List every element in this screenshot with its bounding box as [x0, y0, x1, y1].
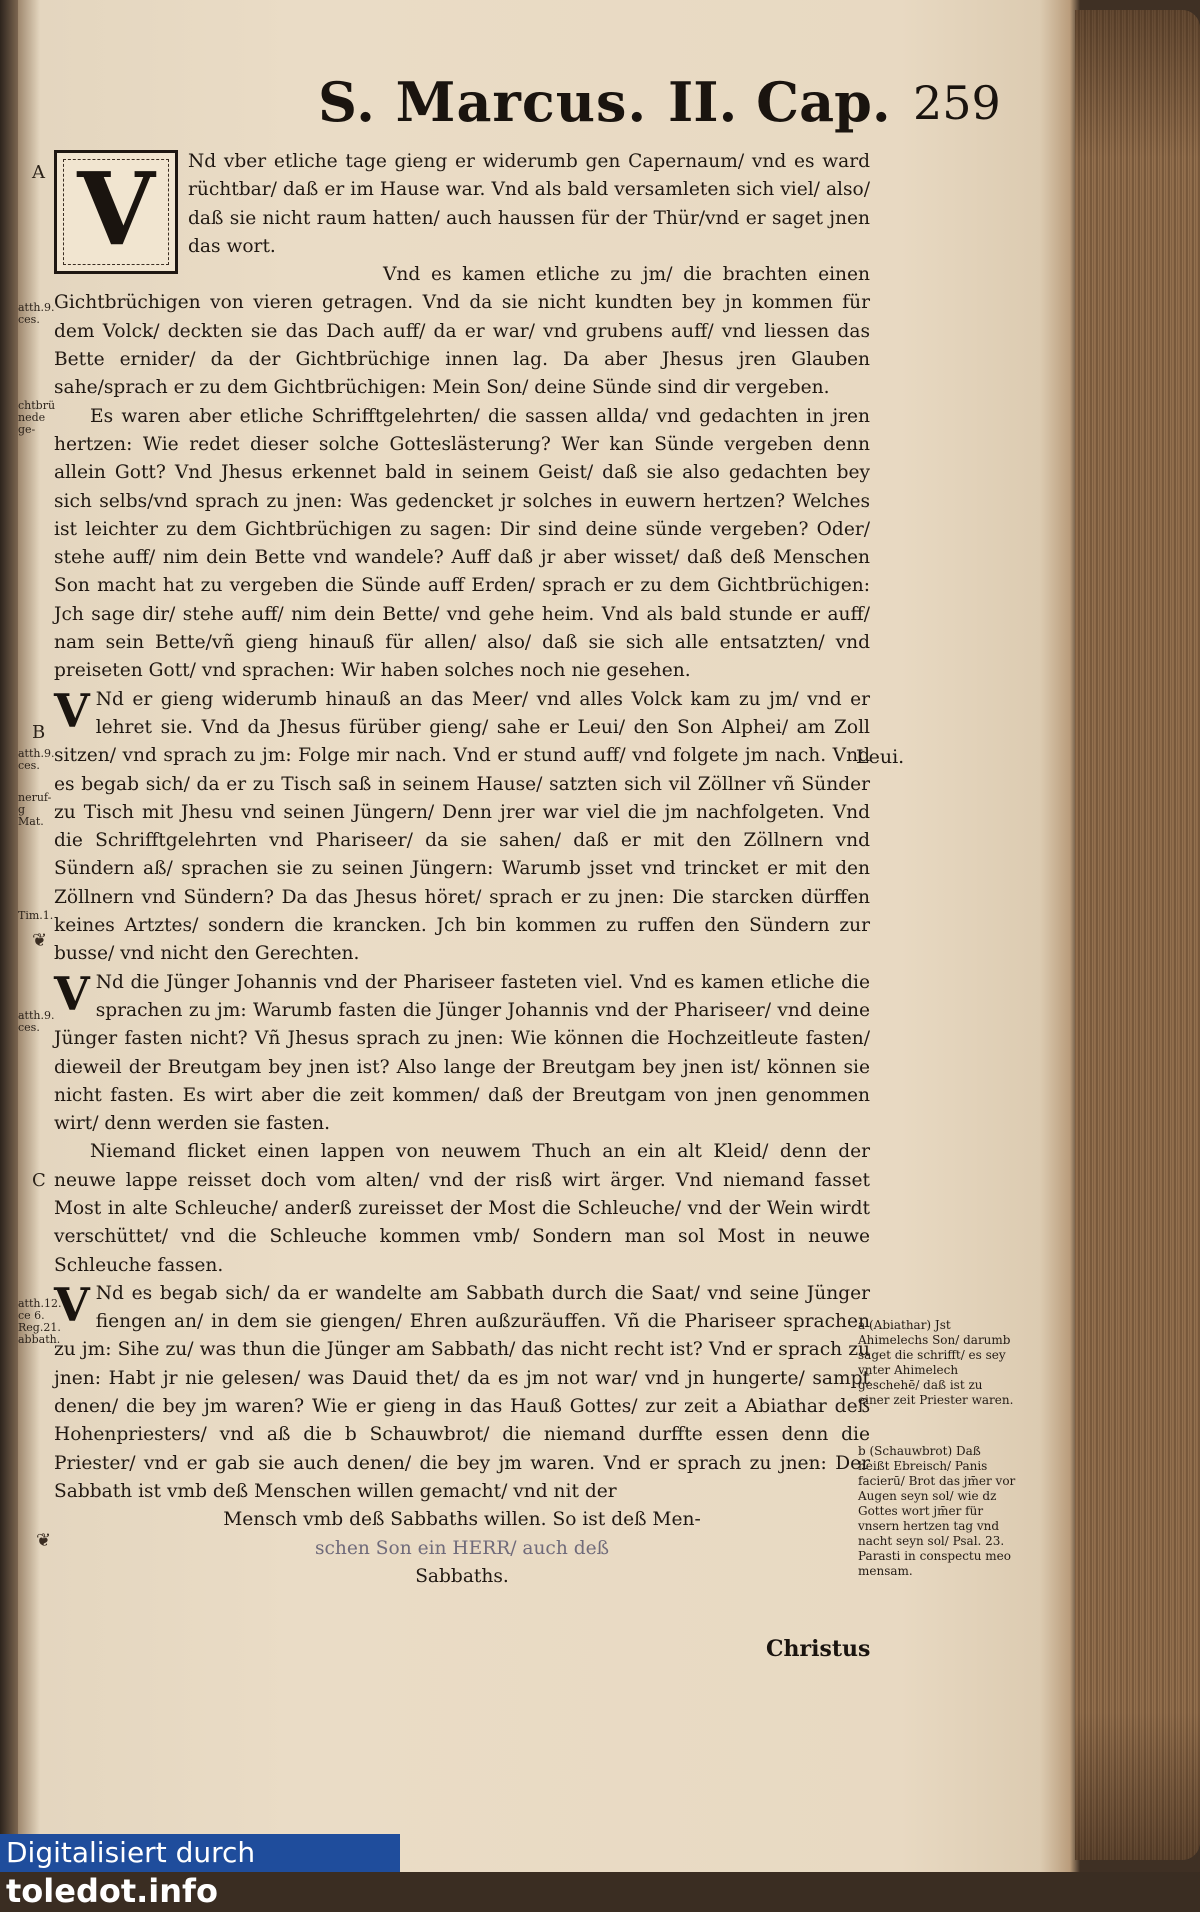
binding-left-edge [0, 0, 18, 1872]
margin-note-abiathar: a (Abiathar) Jst Ahimelechs Son/ darumb saget die schrifft/ es sey vnter Ahimelech geschehē/ daß ist zu einer zeit Priester waren. [858, 1318, 1014, 1407]
paragraph-text: Nd die Jünger Johannis vnd der Phariseer fasteten viel. Vnd es kamen etliche die sprachen zu jm: Warumb fasten die Jünger Johannis vnd der Phariseer/ vnd deine Jünger fasten nicht? Vñ Jhesus sprach zu jnen: Wie können die Hochzeitleute fasten/ dieweil der Breutgam bey jnen ist? Also lange der Breutgam bey jnen ist/ können sie nicht fasten. Es wirt aber die zeit kommen/ daß der Breutgam von jnen genommen wirt/ denn werden sie fasten. [54, 971, 870, 1135]
paragraph-text: Es waren aber etliche Schrifftgelehrten/ die sassen allda/ vnd gedachten in jren hertzen: Wie redet dieser solche Gotteslästerung? Wer kan Sünde vergeben denn allein Gott? Vnd Jhesus erkennet bald in seinem Geist/ daß sie also gedachten bey sich selbs/vnd sprach zu jnen: Was gedencket jr solches in euwern hertzen? Welches ist leichter zu dem Gichtbrüchigen zu sagen: Dir sind deine sünde vergeben? Oder/ stehe auff/ nim dein Bette vnd wandele? Auff daß jr aber wisset/ daß deß Menschen Son macht hat zu vergeben die Sünde auff Erden/ sprach er zu dem Gichtbrüchigen: Jch sage dir/ stehe auff/ nim dein Bette/ vnd gehe heim. Vnd als bald stunde er auff/ nam sein Bette/vñ gieng hinauß für allen/ also/ daß sie sich alle entsatzten/ vnd preiseten Gott/ vnd sprachen: Wir haben solches noch nie gesehen. [54, 405, 870, 682]
paragraph-4 [54, 683, 870, 969]
margin-ref-4: neruf- g Mat. [18, 791, 52, 828]
paragraph-text: Nd er gieng widerumb hinauß an das Meer/ vnd alles Volck kam zu jm/ vnd er lehret sie. Vnd da Jhesus fürüber gieng/ sahe er Leui/ den Son Alphei/ am Zoll sitzen/ vnd sprach zu jm: Folge mir nach. Vnd er stund auff/ vnd folgete jm nach. Vnd es begab sich/ da er zu Tisch saß in seinem Hause/ satzten sich vil Zöllner vñ Sünder zu Tisch mit Jhesu vnd seinen Jüngern/ Denn jrer war viel die jm nachfolgeten. Vnd die Schrifftgelehrten vnd Phariseer/ da sie sahen/ daß er mit den Zöllnern vnd Sündern aß/ sprachen sie zu seinen Jüngern: Warumb jsset vnd trincket er mit den Zöllnern vnd Sündern? Da das Jhesus höret/ sprach er zu jnen: Die starcken dürffen keines Artztes/ sondern die krancken. Jch bin kommen zu ruffen den Sündern zur busse/ vnd nicht den Gerechten. [54, 688, 870, 965]
paragraph-text: Niemand flicket einen lappen von neuwem Thuch an ein alt Kleid/ denn der neuwe lappe reisset doch vom alten/ vnd der risß wirt ärger. Vnd niemand fasset Most in alte Schleuche/ anderß zureisset der Most die Schleuche/ vnd der Wein wirdt verschüttet/ vnd die Schleuche kommen vmb/ Sondern man sol Most in neuwe Schleuche fassen. [54, 1141, 870, 1276]
paragraph-text: Nd es begab sich/ da er wandelte am Sabbath durch die Saat/ vnd seine Jünger fiengen an/ in dem sie giengen/ Ehren außzuräuffen. Vñ die Phariseer sprachen zu jm: Sihe zu/ was thun die Jünger am Sabbath/ das nicht recht ist? Vnd er sprach zu jnen: Habt jr nie gelesen/ was Dauid thet/ da es jm not war/ vnd jn hungerte/ sampt denen/ die bey jm waren? Wie er gieng in das Hauß Gottes/ zur zeit a Abiathar deß Hohenpriesters/ vnd aß die b Schauwbrot/ die niemand durffte essen denn die Priester/ vnd er gab sie auch denen/ die bey jm waren. Vnd er sprach zu jnen: Der Sabbath ist vmb deß Menschen willen gemacht/ vnd nit der [54, 1282, 870, 1502]
final-line-1: Mensch vmb deß Sabbaths willen. So ist deß Men- [223, 1509, 701, 1531]
book-title: S. Marcus. [318, 70, 648, 134]
paragraph-7 [54, 1277, 870, 1506]
final-line-3: Sabbaths. [415, 1565, 509, 1587]
margin-ref-6: atth.9. ces. [18, 1009, 55, 1034]
paragraph-2 [54, 261, 870, 402]
margin-ref-3: atth.9. ces. [18, 747, 55, 772]
initial-letter: V [54, 1277, 90, 1332]
chapter-title: II. Cap. [668, 70, 891, 134]
side-label-leui: Leui. [856, 746, 905, 768]
final-line-2: schen Son ein HERR/ auch deß [314, 1537, 610, 1559]
drop-cap-initial: V [54, 150, 178, 274]
book-page [18, 0, 1075, 1872]
margin-letter-a: A [32, 162, 45, 183]
final-lines [54, 1506, 870, 1591]
paragraph-1 [54, 148, 870, 268]
margin-ref-5: Tim.1. [18, 909, 54, 922]
margin-ref-2: chtbrü nede ge- [18, 399, 56, 436]
initial-letter: V [54, 966, 90, 1021]
body-text [54, 148, 870, 1591]
paragraph-3 [54, 403, 870, 686]
credit-prefix: Digitalisiert durch [6, 1836, 256, 1869]
margin-letter-b: B [32, 722, 46, 743]
credit-site-link[interactable]: toledot.info [6, 1872, 218, 1910]
margin-note-schauwbrot: b (Schauwbrot) Daß heißt Ebreisch/ Panis facierū/ Brot das jm̄er vor Augen seyn sol/ wie dz Gottes wort jm̄er für vnsern hertzen tag vnd nacht seyn sol/ Psal. 23. Parasti in conspectu meo mensam. [858, 1444, 1016, 1578]
margin-letter-c: C [32, 1170, 46, 1191]
page-number: 259 [913, 76, 1001, 130]
initial-letter: V [54, 683, 90, 738]
book-edge-shade [1075, 10, 1200, 1860]
paragraph-6 [54, 1138, 870, 1279]
margin-ref-1: atth.9. ces. [18, 301, 55, 326]
paragraph-text: Vnd es kamen etliche zu jm/ die brachten einen Gichtbrüchigen von vieren getragen. Vnd da sie nicht kundten bey jn kommen für dem Volck/ deckten sie das Dach auff/ da er war/ vnd grubens auff/ vnd liessen das Bette ernider/ da der Gichtbrüchige innen lag. Da aber Jhesus jren Glauben sahe/sprach er zu dem Gichtbrüchigen: Mein Son/ deine Sünde sind dir vergeben. [54, 264, 870, 399]
fleuron-ornament: ❦ [32, 930, 48, 951]
catchword: Christus [766, 1636, 871, 1662]
digitization-credit[interactable] [0, 1834, 400, 1910]
page-header [318, 70, 1038, 150]
margin-ref-7: atth.12. ce 6. Reg.21. abbath. [18, 1297, 62, 1346]
fleuron-ornament: ❦ [36, 1530, 52, 1551]
paragraph-text: Nd vber etliche tage gieng er widerumb gen Capernaum/ vnd es ward rüchtbar/ daß er im Hause war. Vnd als bald versamleten sich viel/ also/ daß sie nicht raum hatten/ auch haussen für der Thür/vnd er saget jnen das wort. [188, 151, 870, 257]
paragraph-5 [54, 966, 870, 1139]
